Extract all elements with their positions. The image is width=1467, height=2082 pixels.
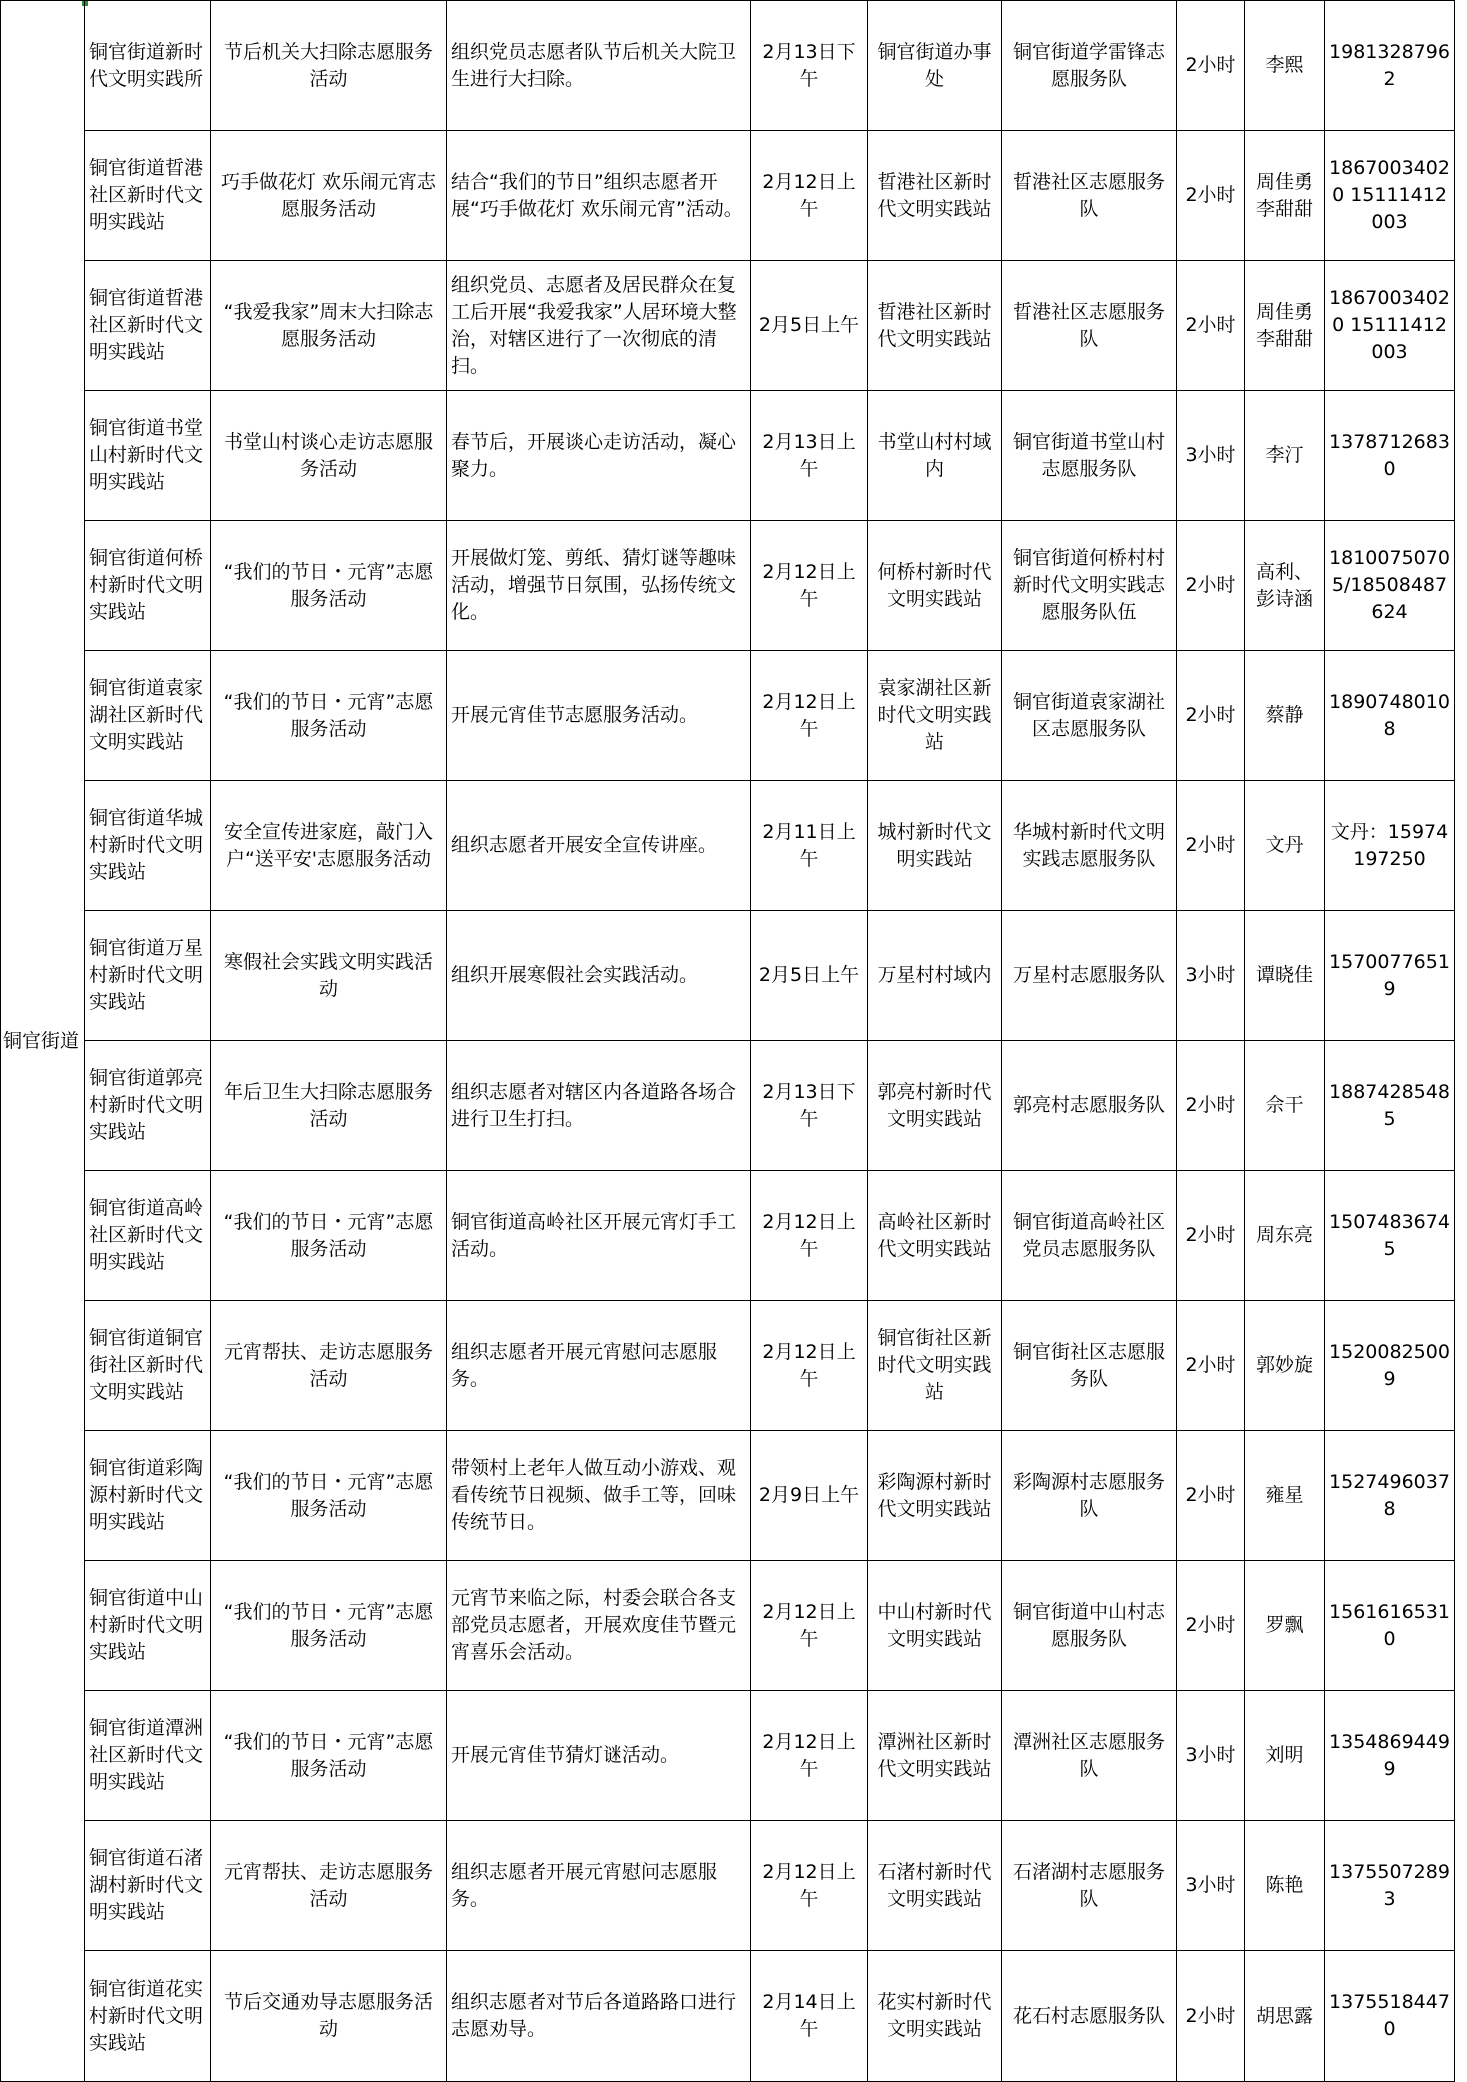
activity-cell: “我们的节日・元宵”志愿服务活动 (211, 1171, 447, 1301)
time-cell: 2月13日下午 (751, 1, 868, 131)
contact-cell: 雍星 (1245, 1431, 1325, 1561)
unit-cell: 铜官街道铜官街社区新时代文明实践站 (85, 1301, 211, 1431)
team-cell: 铜官街道高岭社区党员志愿服务队 (1002, 1171, 1177, 1301)
phone-cell: 15700776519 (1325, 911, 1455, 1041)
phone-cell: 15616165310 (1325, 1561, 1455, 1691)
place-cell: 高岭社区新时代文明实践站 (868, 1171, 1002, 1301)
team-cell: 铜官街道中山村志愿服务队 (1002, 1561, 1177, 1691)
activity-cell: “我们的节日・元宵”志愿服务活动 (211, 651, 447, 781)
time-cell: 2月14日上午 (751, 1951, 868, 2082)
activity-cell: 巧手做花灯 欢乐闹元宵志愿服务活动 (211, 131, 447, 261)
team-cell: 花石村志愿服务队 (1002, 1951, 1177, 2082)
unit-cell: 铜官街道石渚湖村新时代文明实践站 (85, 1821, 211, 1951)
phone-cell: 18670034020 15111412003 (1325, 261, 1455, 391)
duration-cell: 3小时 (1177, 911, 1245, 1041)
activity-cell: “我们的节日・元宵”志愿服务活动 (211, 1691, 447, 1821)
unit-cell: 铜官街道晢港社区新时代文明实践站 (85, 131, 211, 261)
team-cell: 铜官街道学雷锋志愿服务队 (1002, 1, 1177, 131)
table-row (1, 521, 1455, 651)
duration-cell: 2小时 (1177, 1041, 1245, 1171)
time-cell: 2月12日上午 (751, 1821, 868, 1951)
table-row (1, 1171, 1455, 1301)
table-row (1, 1041, 1455, 1171)
contact-cell: 谭晓佳 (1245, 911, 1325, 1041)
time-cell: 2月12日上午 (751, 1171, 868, 1301)
unit-cell: 铜官街道新时代文明实践所 (85, 1, 211, 131)
contact-cell: 郭妙旋 (1245, 1301, 1325, 1431)
content-cell: 组织党员志愿者队节后机关大院卫生进行大扫除。 (447, 1, 751, 131)
activity-cell: 年后卫生大扫除志愿服务活动 (211, 1041, 447, 1171)
table-row (1, 781, 1455, 911)
table-row (1, 651, 1455, 781)
content-cell: 开展元宵佳节猜灯谜活动。 (447, 1691, 751, 1821)
table-row (1, 261, 1455, 391)
table-row (1, 1, 1455, 131)
unit-cell: 铜官街道中山村新时代文明实践站 (85, 1561, 211, 1691)
table-row (1, 1301, 1455, 1431)
place-cell: 铜官街道办事处 (868, 1, 1002, 131)
duration-cell: 3小时 (1177, 391, 1245, 521)
team-cell: 郭亮村志愿服务队 (1002, 1041, 1177, 1171)
activity-cell: 节后交通劝导志愿服务活动 (211, 1951, 447, 2082)
team-cell: 铜官街社区志愿服务队 (1002, 1301, 1177, 1431)
time-cell: 2月11日上午 (751, 781, 868, 911)
team-cell: 铜官街道袁家湖社区志愿服务队 (1002, 651, 1177, 781)
unit-cell: 铜官街道潭洲社区新时代文明实践站 (85, 1691, 211, 1821)
activity-cell: 书堂山村谈心走访志愿服务活动 (211, 391, 447, 521)
duration-cell: 2小时 (1177, 1561, 1245, 1691)
contact-cell: 陈艳 (1245, 1821, 1325, 1951)
content-cell: 组织志愿者开展元宵慰问志愿服务。 (447, 1821, 751, 1951)
place-cell: 铜官街社区新时代文明实践站 (868, 1301, 1002, 1431)
duration-cell: 3小时 (1177, 1821, 1245, 1951)
time-cell: 2月12日上午 (751, 131, 868, 261)
table-row (1, 1821, 1455, 1951)
time-cell: 2月12日上午 (751, 521, 868, 651)
team-cell: 万星村志愿服务队 (1002, 911, 1177, 1041)
time-cell: 2月9日上午 (751, 1431, 868, 1561)
contact-cell: 胡思露 (1245, 1951, 1325, 2082)
content-cell: 组织志愿者对辖区内各道路各场合进行卫生打扫。 (447, 1041, 751, 1171)
activity-cell: “我们的节日・元宵”志愿服务活动 (211, 521, 447, 651)
activity-cell: “我们的节日・元宵”志愿服务活动 (211, 1431, 447, 1561)
time-cell: 2月12日上午 (751, 651, 868, 781)
team-cell: 彩陶源村志愿服务队 (1002, 1431, 1177, 1561)
contact-cell: 蔡静 (1245, 651, 1325, 781)
place-cell: 彩陶源村新时代文明实践站 (868, 1431, 1002, 1561)
duration-cell: 2小时 (1177, 781, 1245, 911)
duration-cell: 2小时 (1177, 521, 1245, 651)
phone-cell: 15074836745 (1325, 1171, 1455, 1301)
time-cell: 2月5日上午 (751, 261, 868, 391)
unit-cell: 铜官街道万星村新时代文明实践站 (85, 911, 211, 1041)
phone-cell: 18100750705/18508487624 (1325, 521, 1455, 651)
content-cell: 春节后，开展谈心走访活动，凝心聚力。 (447, 391, 751, 521)
phone-cell: 文丹：15974197250 (1325, 781, 1455, 911)
unit-cell: 铜官街道晢港社区新时代文明实践站 (85, 261, 211, 391)
time-cell: 2月12日上午 (751, 1301, 868, 1431)
phone-cell: 18907480108 (1325, 651, 1455, 781)
phone-cell: 18670034020 15111412003 (1325, 131, 1455, 261)
time-cell: 2月12日上午 (751, 1691, 868, 1821)
place-cell: 郭亮村新时代文明实践站 (868, 1041, 1002, 1171)
contact-cell: 佘干 (1245, 1041, 1325, 1171)
duration-cell: 3小时 (1177, 1691, 1245, 1821)
phone-cell: 19813287962 (1325, 1, 1455, 131)
content-cell: 开展元宵佳节志愿服务活动。 (447, 651, 751, 781)
place-cell: 袁家湖社区新时代文明实践站 (868, 651, 1002, 781)
table-row (1, 911, 1455, 1041)
duration-cell: 2小时 (1177, 261, 1245, 391)
unit-cell: 铜官街道书堂山村新时代文明实践站 (85, 391, 211, 521)
time-cell: 2月13日下午 (751, 1041, 868, 1171)
content-cell: 组织开展寒假社会实践活动。 (447, 911, 751, 1041)
place-cell: 潭洲社区新时代文明实践站 (868, 1691, 1002, 1821)
unit-cell: 铜官街道高岭社区新时代文明实践站 (85, 1171, 211, 1301)
duration-cell: 2小时 (1177, 1951, 1245, 2082)
district-cell: 铜官街道 (1, 1, 85, 2082)
team-cell: 铜官街道书堂山村志愿服务队 (1002, 391, 1177, 521)
activity-cell: 元宵帮扶、走访志愿服务活动 (211, 1821, 447, 1951)
contact-cell: 文丹 (1245, 781, 1325, 911)
duration-cell: 2小时 (1177, 1431, 1245, 1561)
duration-cell: 2小时 (1177, 1301, 1245, 1431)
unit-cell: 铜官街道花实村新时代文明实践站 (85, 1951, 211, 2082)
duration-cell: 2小时 (1177, 1, 1245, 131)
unit-cell: 铜官街道郭亮村新时代文明实践站 (85, 1041, 211, 1171)
contact-cell: 李汀 (1245, 391, 1325, 521)
unit-cell: 铜官街道袁家湖社区新时代文明实践站 (85, 651, 211, 781)
team-cell: 华城村新时代文明实践志愿服务队 (1002, 781, 1177, 911)
contact-cell: 李熙 (1245, 1, 1325, 131)
phone-cell: 15274960378 (1325, 1431, 1455, 1561)
table-row (1, 1691, 1455, 1821)
contact-cell: 刘明 (1245, 1691, 1325, 1821)
place-cell: 中山村新时代文明实践站 (868, 1561, 1002, 1691)
unit-cell: 铜官街道彩陶源村新时代文明实践站 (85, 1431, 211, 1561)
duration-cell: 2小时 (1177, 131, 1245, 261)
content-cell: 组织志愿者开展元宵慰问志愿服务。 (447, 1301, 751, 1431)
contact-cell: 罗飘 (1245, 1561, 1325, 1691)
team-cell: 晢港社区志愿服务队 (1002, 261, 1177, 391)
contact-cell: 高利、彭诗涵 (1245, 521, 1325, 651)
place-cell: 花实村新时代文明实践站 (868, 1951, 1002, 2082)
time-cell: 2月12日上午 (751, 1561, 868, 1691)
phone-cell: 13755072893 (1325, 1821, 1455, 1951)
table-row (1, 131, 1455, 261)
activity-cell: 安全宣传进家庭，敲门入户“送平安'志愿服务活动 (211, 781, 447, 911)
unit-cell: 铜官街道华城村新时代文明实践站 (85, 781, 211, 911)
table-row (1, 1561, 1455, 1691)
place-cell: 书堂山村村域内 (868, 391, 1002, 521)
content-cell: 铜官街道高岭社区开展元宵灯手工活动。 (447, 1171, 751, 1301)
unit-cell: 铜官街道何桥村新时代文明实践站 (85, 521, 211, 651)
team-cell: 铜官街道何桥村村新时代文明实践志愿服务队伍 (1002, 521, 1177, 651)
table-row (1, 1951, 1455, 2082)
phone-cell: 18874285485 (1325, 1041, 1455, 1171)
place-cell: 晢港社区新时代文明实践站 (868, 131, 1002, 261)
table-row (1, 1431, 1455, 1561)
activity-cell: 寒假社会实践文明实践活动 (211, 911, 447, 1041)
time-cell: 2月13日上午 (751, 391, 868, 521)
duration-cell: 2小时 (1177, 1171, 1245, 1301)
place-cell: 城村新时代文明实践站 (868, 781, 1002, 911)
content-cell: 组织志愿者对节后各道路路口进行志愿劝导。 (447, 1951, 751, 2082)
content-cell: 元宵节来临之际，村委会联合各支部党员志愿者，开展欢度佳节暨元宵喜乐会活动。 (447, 1561, 751, 1691)
place-cell: 晢港社区新时代文明实践站 (868, 261, 1002, 391)
phone-cell: 13755184470 (1325, 1951, 1455, 2082)
duration-cell: 2小时 (1177, 651, 1245, 781)
activity-cell: 元宵帮扶、走访志愿服务活动 (211, 1301, 447, 1431)
activity-cell: “我爱我家”周末大扫除志愿服务活动 (211, 261, 447, 391)
content-cell: 组织志愿者开展安全宣传讲座。 (447, 781, 751, 911)
team-cell: 晢港社区志愿服务队 (1002, 131, 1177, 261)
team-cell: 潭洲社区志愿服务队 (1002, 1691, 1177, 1821)
contact-cell: 周佳勇 李甜甜 (1245, 261, 1325, 391)
activity-cell: “我们的节日・元宵”志愿服务活动 (211, 1561, 447, 1691)
activity-cell: 节后机关大扫除志愿服务活动 (211, 1, 447, 131)
content-cell: 开展做灯笼、剪纸、猜灯谜等趣味活动，增强节日氛围，弘扬传统文化。 (447, 521, 751, 651)
content-cell: 结合“我们的节日”组织志愿者开展“巧手做花灯 欢乐闹元宵”活动。 (447, 131, 751, 261)
content-cell: 带领村上老年人做互动小游戏、观看传统节日视频、做手工等，回味传统节日。 (447, 1431, 751, 1561)
table-row (1, 391, 1455, 521)
content-cell: 组织党员、志愿者及居民群众在复工后开展“我爱我家”人居环境大整治，对辖区进行了一次彻底的清扫。 (447, 261, 751, 391)
place-cell: 万星村村域内 (868, 911, 1002, 1041)
team-cell: 石渚湖村志愿服务队 (1002, 1821, 1177, 1951)
contact-cell: 周佳勇 李甜甜 (1245, 131, 1325, 261)
time-cell: 2月5日上午 (751, 911, 868, 1041)
phone-cell: 13548694499 (1325, 1691, 1455, 1821)
contact-cell: 周东亮 (1245, 1171, 1325, 1301)
phone-cell: 15200825009 (1325, 1301, 1455, 1431)
phone-cell: 13787126830 (1325, 391, 1455, 521)
place-cell: 何桥村新时代文明实践站 (868, 521, 1002, 651)
place-cell: 石渚村新时代文明实践站 (868, 1821, 1002, 1951)
